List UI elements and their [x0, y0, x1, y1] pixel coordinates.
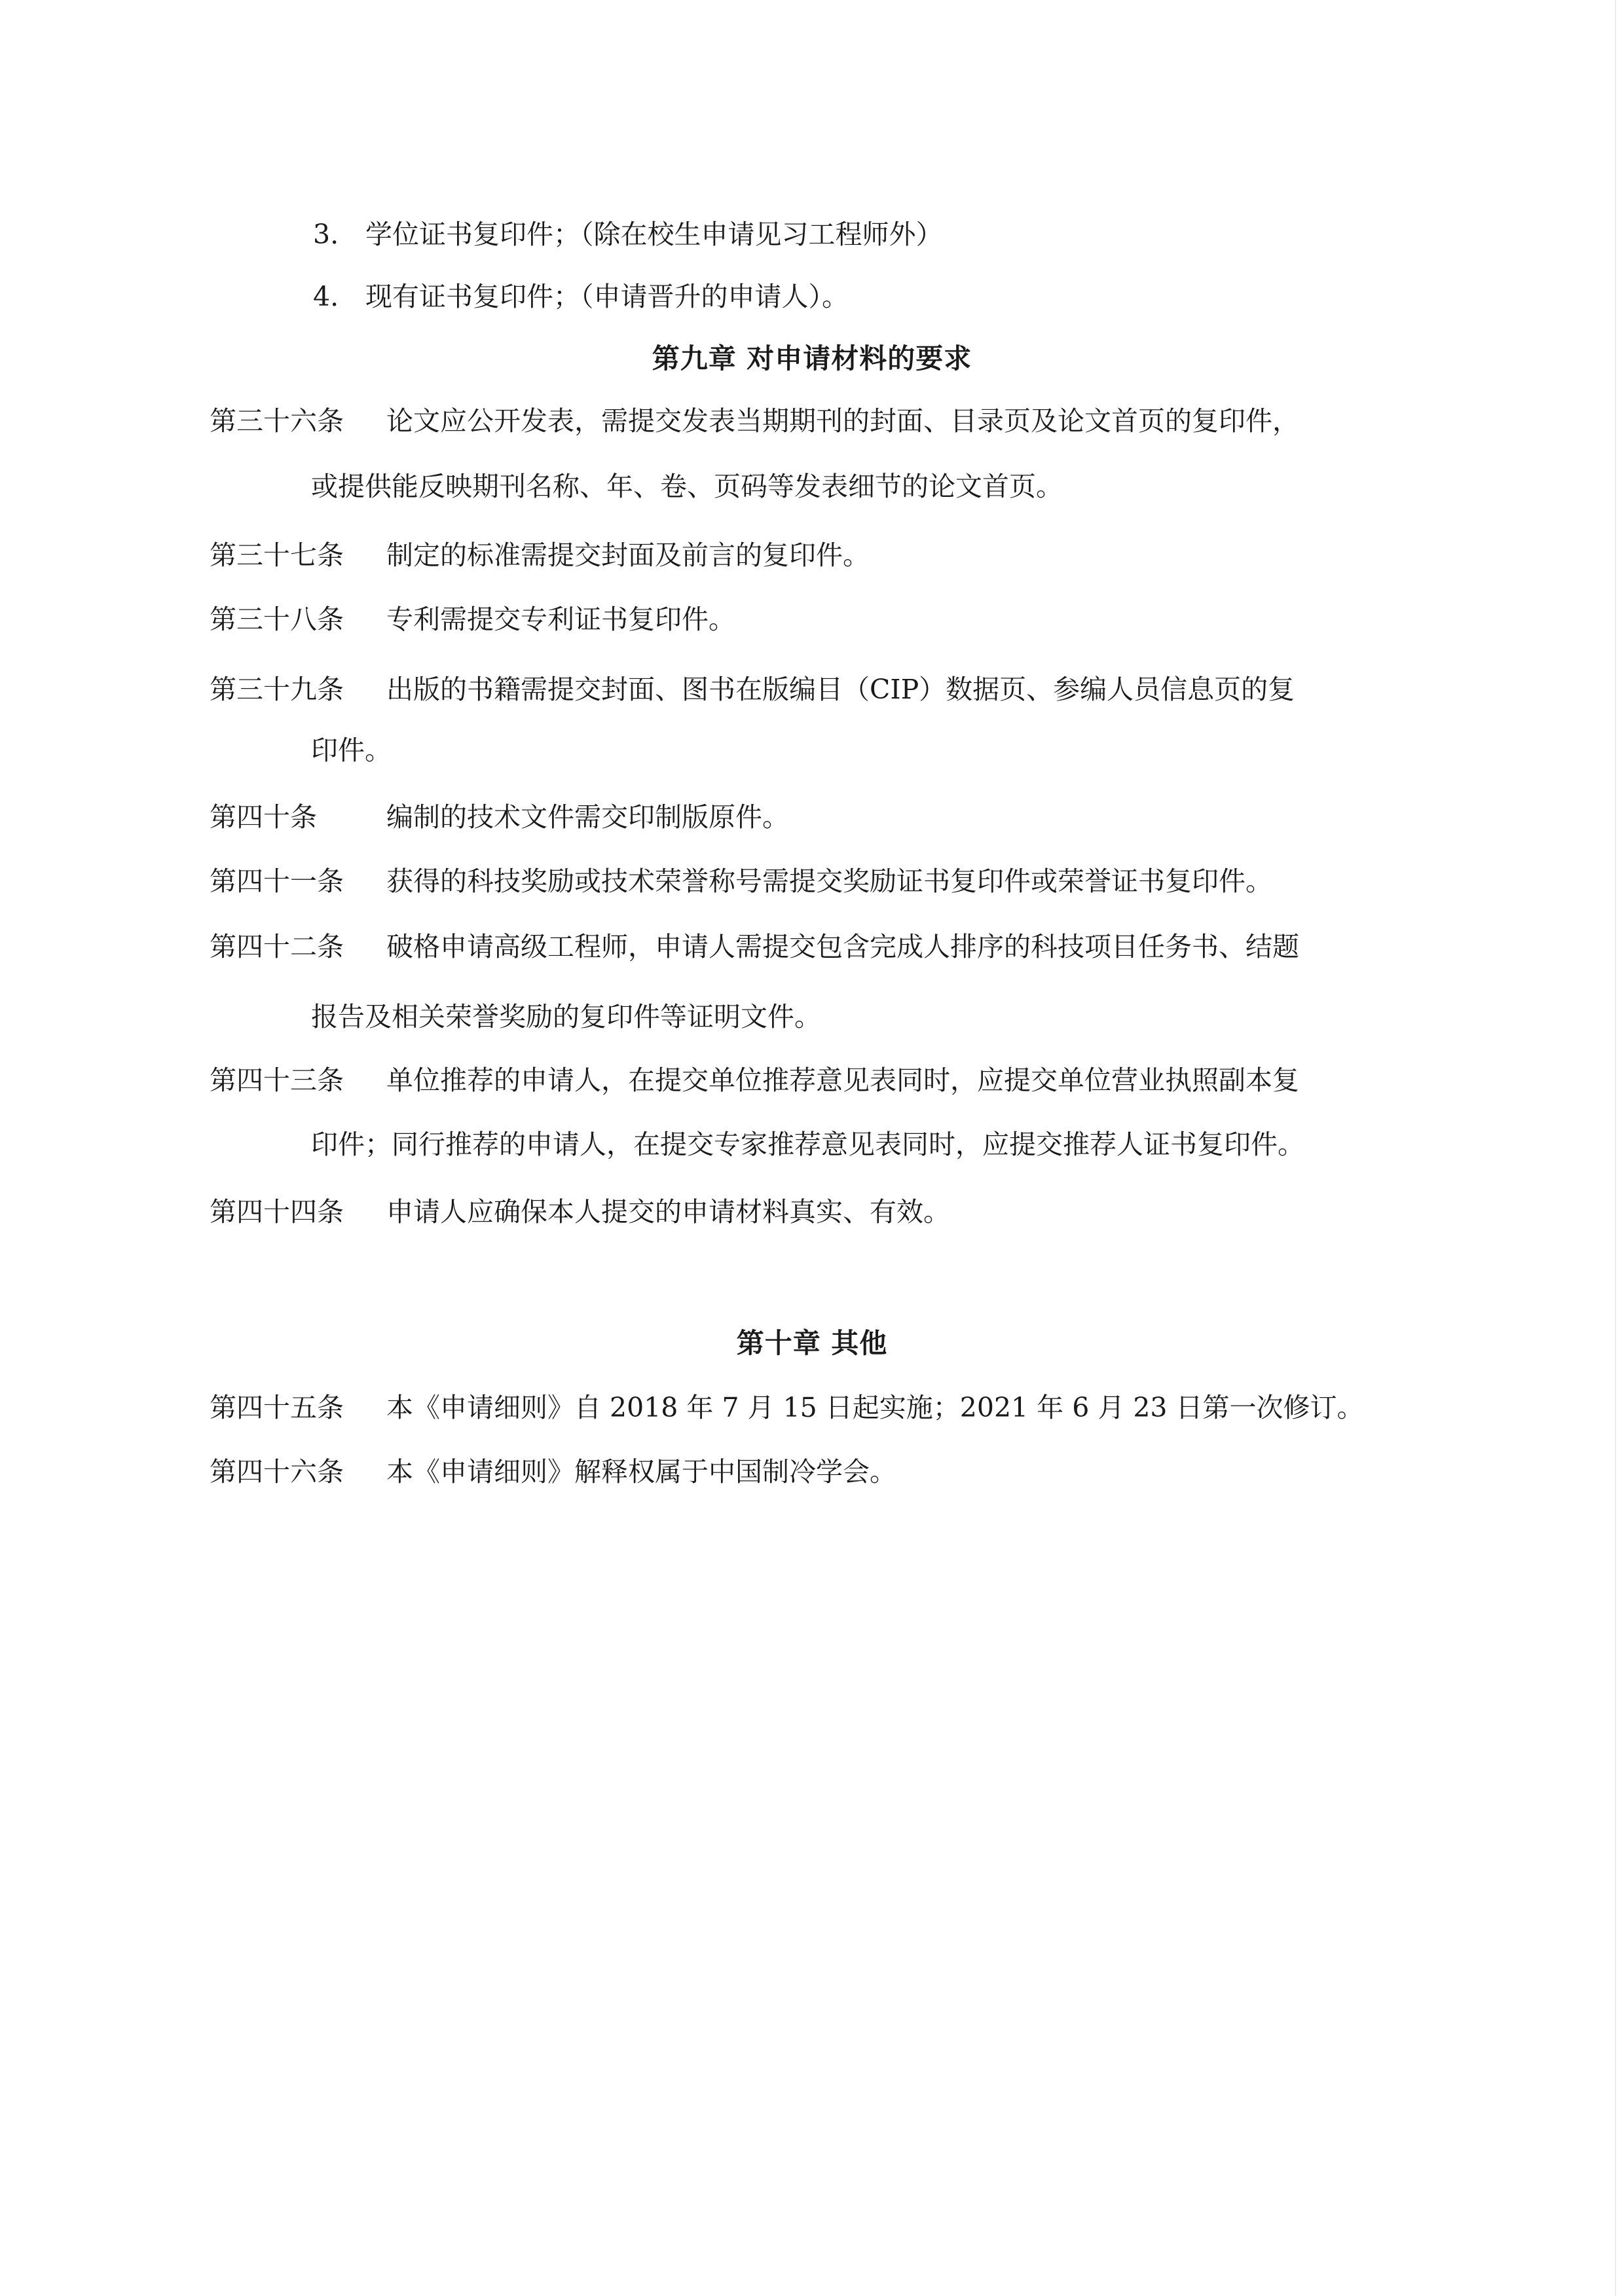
article-38-text: 专利需提交专利证书复印件。 [386, 604, 735, 635]
article-46-label: 第四十六条 [210, 1456, 344, 1487]
list-item-3 [313, 216, 943, 253]
article-40-label: 第四十条 [210, 801, 317, 833]
chapter-9-heading: 第九章 对申请材料的要求 [652, 342, 972, 374]
article-37-text: 制定的标准需提交封面及前言的复印件。 [386, 539, 870, 571]
article-43-text: 单位推荐的申请人，在提交单位推荐意见表同时，应提交单位营业执照副本复 [386, 1065, 1299, 1096]
article-40-text: 编制的技术文件需交印制版原件。 [386, 801, 789, 833]
article-42-continuation: 报告及相关荣誉奖励的复印件等证明文件。 [311, 1001, 821, 1032]
article-42-label: 第四十二条 [210, 931, 344, 962]
article-46-text: 本《申请细则》解释权属于中国制冷学会。 [386, 1456, 896, 1487]
article-38-label: 第三十八条 [210, 604, 344, 635]
list-item-4 [313, 278, 849, 315]
list-item-text: 学位证书复印件；（除在校生申请见习工程师外） [365, 219, 943, 250]
article-39-label: 第三十九条 [210, 674, 344, 705]
article-37-label: 第三十七条 [210, 539, 344, 571]
article-43-continuation: 印件；同行推荐的申请人，在提交专家推荐意见表同时，应提交推荐人证书复印件。 [311, 1129, 1304, 1160]
article-45-label: 第四十五条 [210, 1392, 344, 1423]
article-41-text: 获得的科技奖励或技术荣誉称号需提交奖励证书复印件或荣誉证书复印件。 [386, 866, 1272, 897]
article-45-text: 本《申请细则》自 2018 年 7 月 15 日起实施；2021 年 6 月 23 日第一次修订。 [386, 1392, 1364, 1423]
article-42-text: 破格申请高级工程师，申请人需提交包含完成人排序的科技项目任务书、结题 [386, 931, 1299, 962]
article-39-text: 出版的书籍需提交封面、图书在版编目（CIP）数据页、参编人员信息页的复 [386, 674, 1295, 705]
list-item-number: 3. [313, 219, 339, 250]
article-44-label: 第四十四条 [210, 1196, 344, 1228]
article-41-label: 第四十一条 [210, 866, 344, 897]
article-36-text: 论文应公开发表，需提交发表当期期刊的封面、目录页及论文首页的复印件， [386, 405, 1299, 437]
article-36-label: 第三十六条 [210, 405, 344, 437]
chapter-10-heading: 第十章 其他 [736, 1327, 888, 1359]
list-item-number: 4. [313, 281, 339, 312]
list-item-text: 现有证书复印件；（申请晋升的申请人）。 [365, 281, 849, 312]
article-36-continuation: 或提供能反映期刊名称、年、卷、页码等发表细节的论文首页。 [311, 471, 1063, 502]
article-43-label: 第四十三条 [210, 1065, 344, 1096]
article-39-continuation: 印件。 [311, 735, 392, 766]
article-44-text: 申请人应确保本人提交的申请材料真实、有效。 [386, 1196, 950, 1228]
